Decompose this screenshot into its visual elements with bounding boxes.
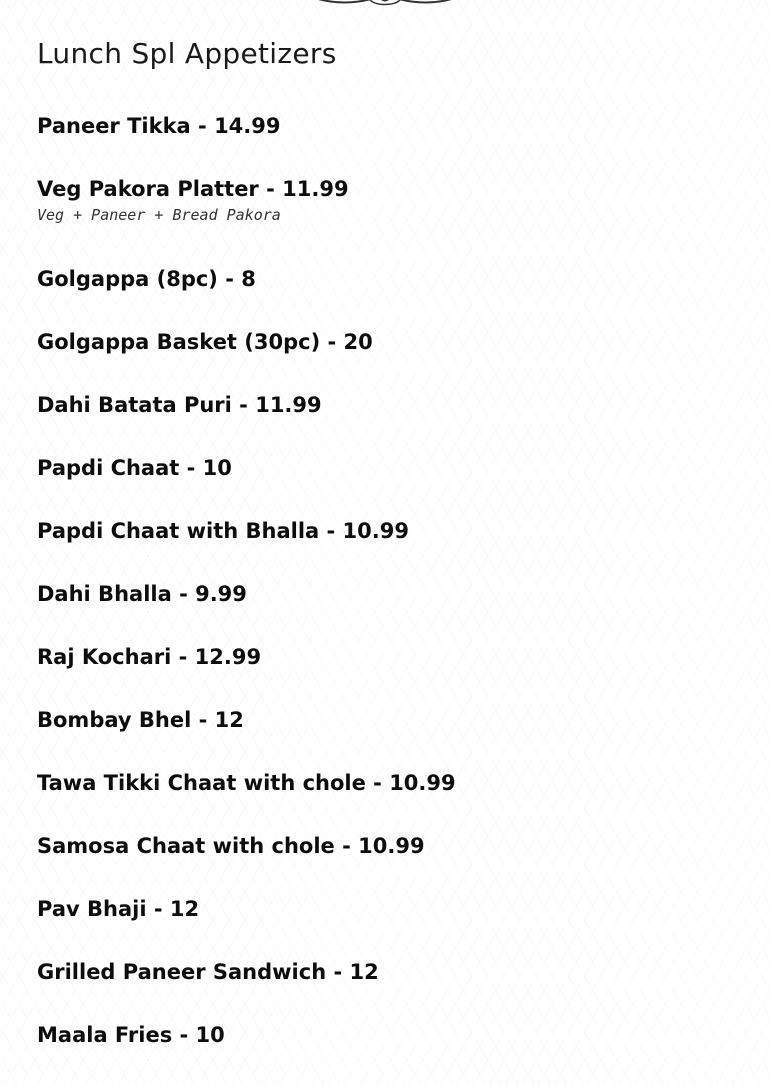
menu-item-veg-pakora-platter [37,175,349,225]
menu-item-name: Papdi Chaat with Bhalla - 10.99 [37,519,409,543]
menu-item-papdi-chaat-bhalla [37,517,409,545]
menu-item-name: Maala Fries - 10 [37,1023,225,1047]
menu-item-name: Golgappa (8pc) - 8 [37,267,256,291]
menu-item-golgappa [37,265,256,293]
menu-item-bombay-bhel [37,706,244,734]
menu-item-papdi-chaat [37,454,232,482]
menu-item-name: Veg Pakora Platter - 11.99 [37,177,349,201]
menu-item-name: Raj Kochari - 12.99 [37,645,262,669]
menu-item-name: Papdi Chaat - 10 [37,456,232,480]
menu-item-name: Bombay Bhel - 12 [37,708,244,732]
flourish-ornament-icon [310,0,460,6]
menu-item-dahi-bhalla [37,580,247,608]
menu-item-name: Grilled Paneer Sandwich - 12 [37,960,379,984]
menu-item-name: Paneer Tikka - 14.99 [37,114,281,138]
menu-item-name: Dahi Batata Puri - 11.99 [37,393,322,417]
menu-item-golgappa-basket [37,328,373,356]
menu-item-name: Tawa Tikki Chaat with chole - 10.99 [37,771,456,795]
menu-item-tawa-tikki-chaat [37,769,456,797]
menu-item-name: Samosa Chaat with chole - 10.99 [37,834,425,858]
menu-item-name: Dahi Bhalla - 9.99 [37,582,247,606]
menu-item-raj-kochari [37,643,261,671]
menu-item-pav-bhaji [37,895,199,923]
menu-item-dahi-batata-puri [37,391,322,419]
menu-item-maala-fries [37,1021,225,1049]
menu-item-paneer-tikka [37,112,281,140]
section-title: Lunch Spl Appetizers [37,37,337,70]
menu-item-description: Veg + Paneer + Bread Pakora [37,206,281,224]
menu-item-grilled-paneer-sandwich [37,958,379,986]
menu-item-name: Pav Bhaji - 12 [37,897,200,921]
menu-item-name: Golgappa Basket (30pc) - 20 [37,330,373,354]
menu-item-samosa-chaat [37,832,425,860]
